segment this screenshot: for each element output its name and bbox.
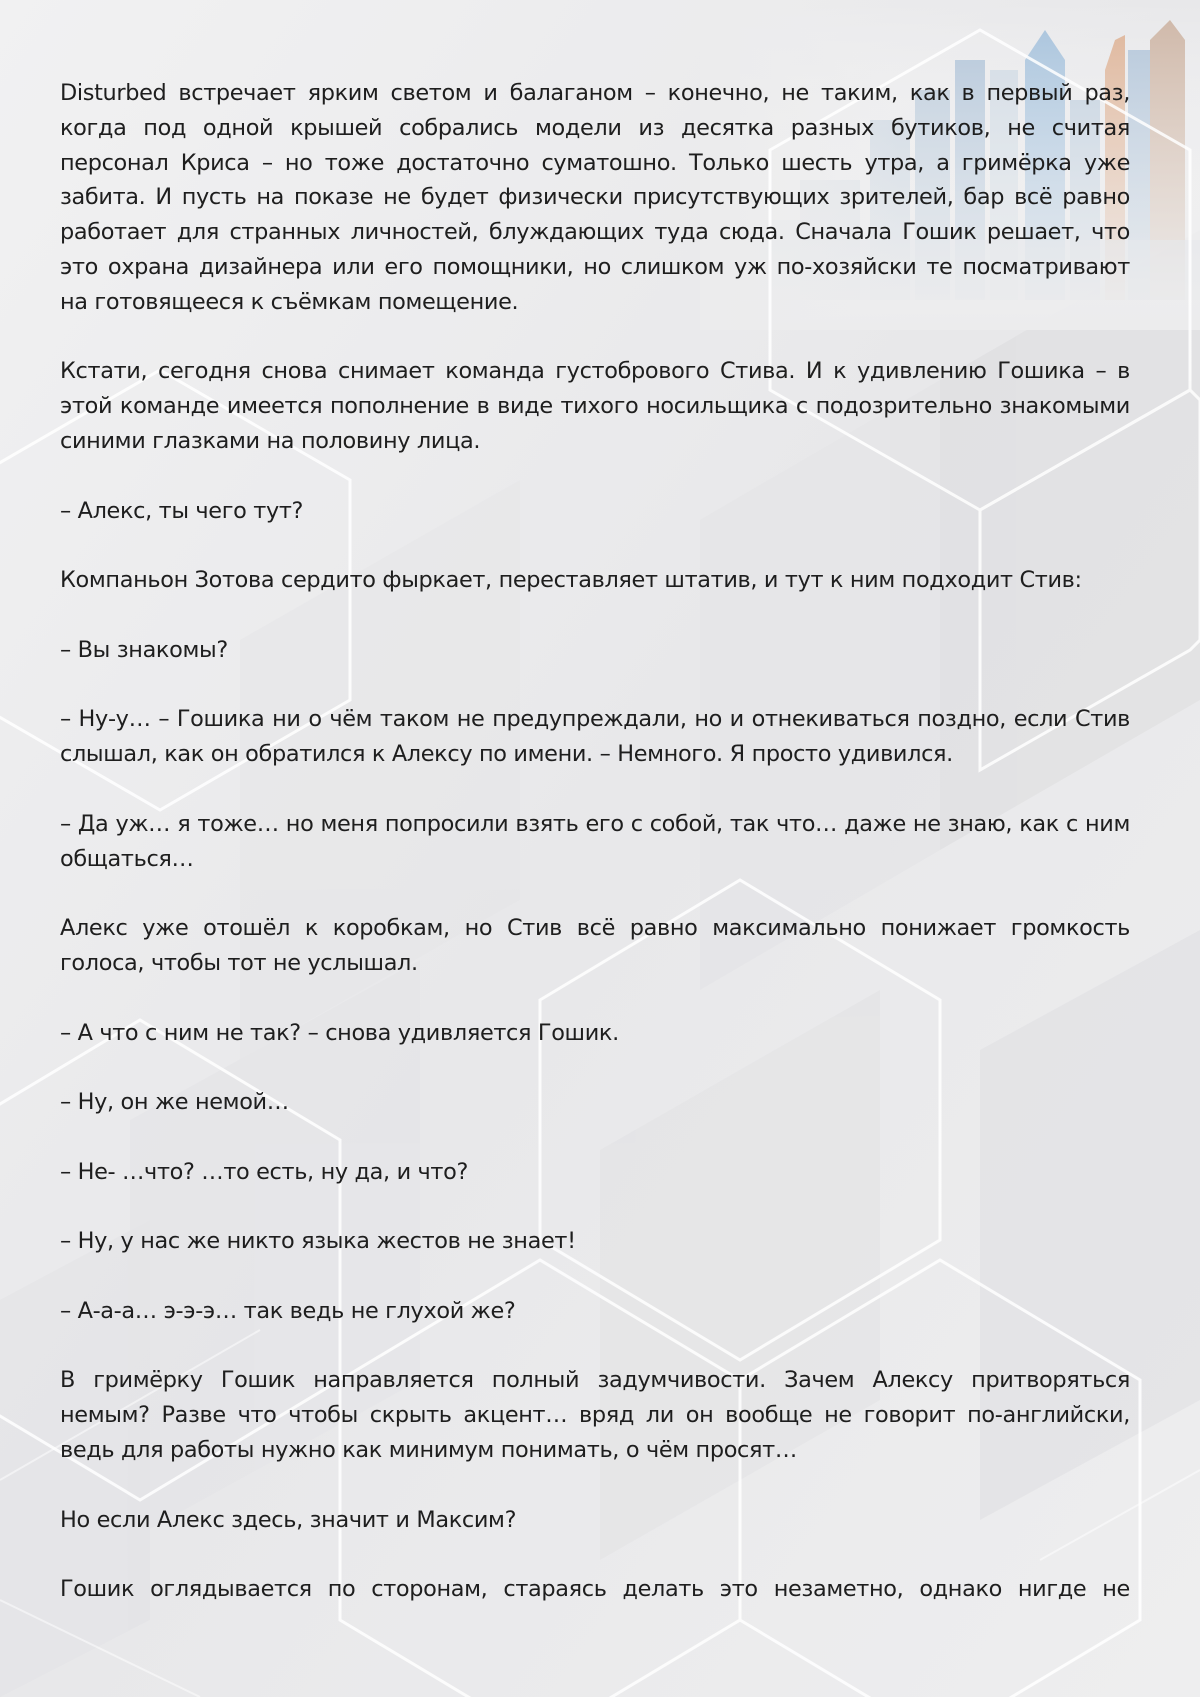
paragraph-8: Алекс уже отошёл к коробкам, но Стив всё равно максимально понижает громкость голоса, чтобы тот не услышал. <box>60 915 1130 976</box>
paragraph-12: – Ну, у нас же никто языка жестов не знает! <box>60 1228 576 1255</box>
paragraph-7: – Да уж… я тоже… но меня попросили взять его с собой, так что… даже не знаю, как с ним общаться… <box>60 810 1130 872</box>
paragraph-3: – Алекс, ты чего тут? <box>60 497 304 524</box>
paragraph-4: Компаньон Зотова сердито фыркает, переставляет штатив, и тут к ним подходит Стив: <box>60 567 1082 594</box>
paragraph-10: – Ну, он же немой… <box>60 1089 289 1116</box>
paragraph-13: – А-а-а… э-э-э… так ведь не глухой же? <box>60 1297 516 1324</box>
paragraph-9: – А что с ним не так? – снова удивляется Гошик. <box>60 1019 619 1046</box>
paragraph-2: Кстати, сегодня снова снимает команда густобрового Стива. И к удивлению Гошика – в этой команде имеется пополнение в виде тихого носильщика с подозрительно знакомыми синими глазками на половину лица. <box>60 358 1130 454</box>
paragraph-14: В гримёрку Гошик направляется полный задумчивости. Зачем Алексу притворяться немым? Разве что чтобы скрыть акцент… вряд ли он вообще не говорит по-английски, ведь для работы нужно как минимум понимать, о чём просят… <box>60 1367 1130 1464</box>
paragraph-15: Но если Алекс здесь, значит и Максим? <box>60 1506 517 1533</box>
paragraph-6: – Ну-у… – Гошика ни о чём таком не предупреждали, но и отнекиваться поздно, если Стив слышал, как он обратился к Алексу по имени. – Немного. Я просто удивился. <box>60 706 1130 768</box>
paragraph-11: – Не- …что? …то есть, ну да, и что? <box>60 1158 469 1185</box>
story-text <box>60 76 1130 1607</box>
paragraph-1: Disturbed встречает ярким светом и балаганом – конечно, не таким, как в первый раз, когда под одной крышей собрались модели из десятка разных бутиков, не считая персонал Криса – но тоже достаточно суматошно. Только шесть утра, а гримёрка уже забита. И пусть на показе не будет физически присутствующих зрителей, бар всё равно работает для странных личностей, блуждающих туда сюда. Сначала Гошик решает, что это охрана дизайнера или его помощники, но слишком уж по-хозяйски те посматривают на готовящееся к съёмкам помещение. <box>60 80 1130 315</box>
paragraph-5: – Вы знакомы? <box>60 636 228 663</box>
paragraph-16: Гошик оглядывается по сторонам, стараясь делать это незаметно, однако нигде не <box>60 1576 1130 1603</box>
